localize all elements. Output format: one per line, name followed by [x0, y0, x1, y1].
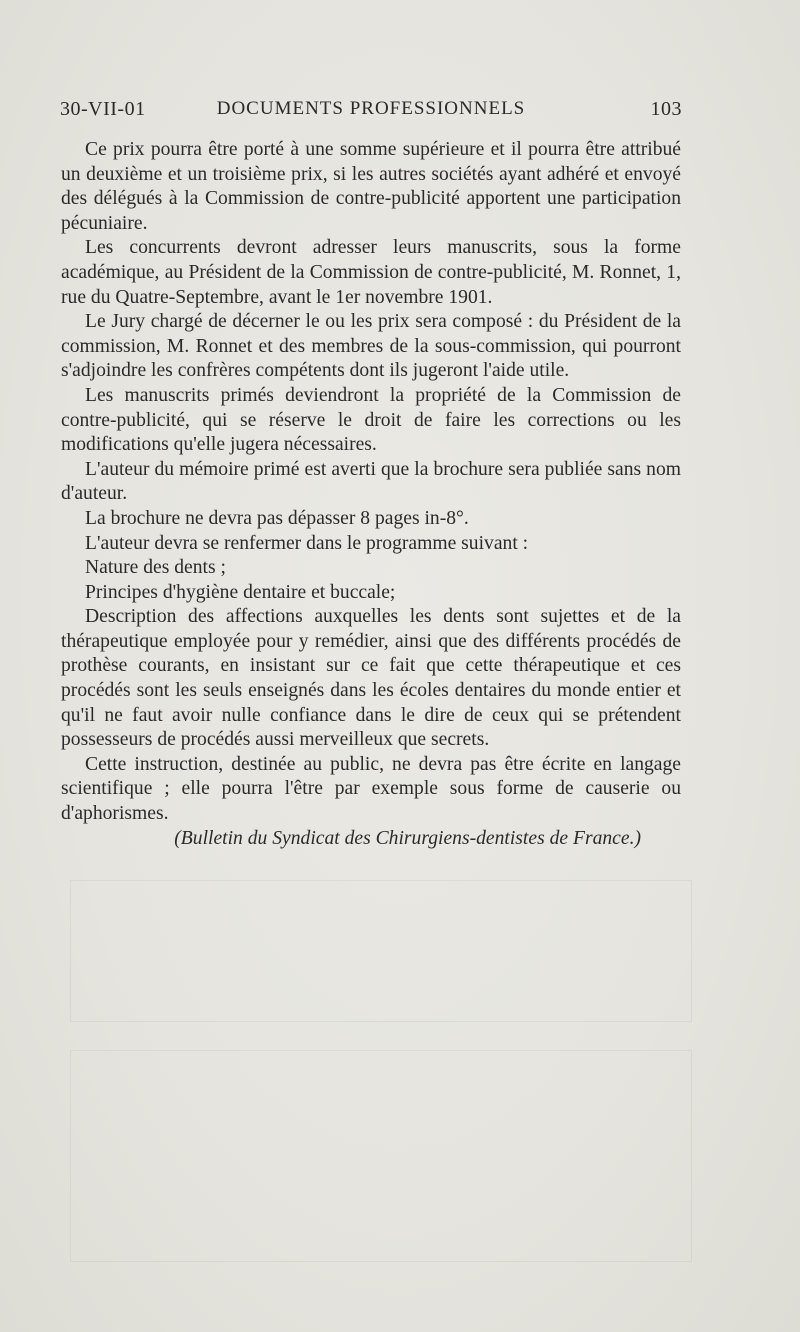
header-title: DOCUMENTS PROFESSIONNELS [216, 98, 526, 119]
reverse-side-show-through [70, 1050, 692, 1262]
source-citation [61, 827, 681, 852]
paragraph: Description des affections auxquelles les dents sont sujettes et de la thérapeutique employée pour y remédier, ainsi que des différents procédés de prothèse courants, en insistant sur ce fait que cette thérapeutique et ces procédés sont les seuls enseignés dans les écoles dentaires du monde entier et qu'il ne faut avoir nulle confiance dans le dire de ceux qui se prétendent possesseurs de procédés aussi merveilleux que secrets. [61, 606, 681, 751]
paragraph: Principes d'hygiène dentaire et buccale; [85, 581, 396, 603]
paragraph: Les concurrents devront adresser leurs manuscrits, sous la forme académique, au Président de la Commission de contre-publicité, M. Ronnet, 1, rue du Quatre-Septembre, avant le 1er novembre 1901. [61, 237, 681, 308]
paragraph: L'auteur du mémoire primé est averti que la brochure sera publiée sans nom d'auteur. [61, 458, 681, 505]
paragraph: La brochure ne devra pas dépasser 8 pages in-8°. [85, 507, 469, 529]
header-date: 30-VII-01 [60, 98, 146, 120]
paragraph: Le Jury chargé de décerner le ou les prix sera composé : du Président de la commission, M. Ronnet et des membres de la sous-commission, qui pourront s'adjoindre les confrères compétents dont ils jugeront l'aide utile. [61, 311, 681, 382]
paragraph: Nature des dents ; [85, 557, 226, 579]
paragraph: Les manuscrits primés deviendront la propriété de la Commission de contre-publicité, qui se réserve le droit de faire les corrections ou les modifications qu'elle jugera nécessaires. [61, 384, 681, 456]
reverse-side-show-through [70, 880, 692, 1022]
paragraph: Cette instruction, destinée au public, ne devra pas être écrite en langage scientifique ; elle pourra l'être par exemple sous forme de causerie ou d'aphorismes. [61, 753, 681, 825]
running-header [60, 98, 682, 128]
article-body [61, 138, 681, 851]
citation-text: (Bulletin du Syndicat des Chirurgiens-dentistes de France.) [174, 827, 641, 849]
paragraph: Ce prix pourra être porté à une somme supérieure et il pourra être attribué un deuxième et un troisième prix, si les autres sociétés ayant adhéré et envoyé des délégués à la Commission de contre-publicité apportent une participation pécuniaire. [61, 139, 681, 234]
paragraph: L'auteur devra se renfermer dans le programme suivant : [85, 532, 529, 554]
page-number: 103 [650, 98, 682, 120]
